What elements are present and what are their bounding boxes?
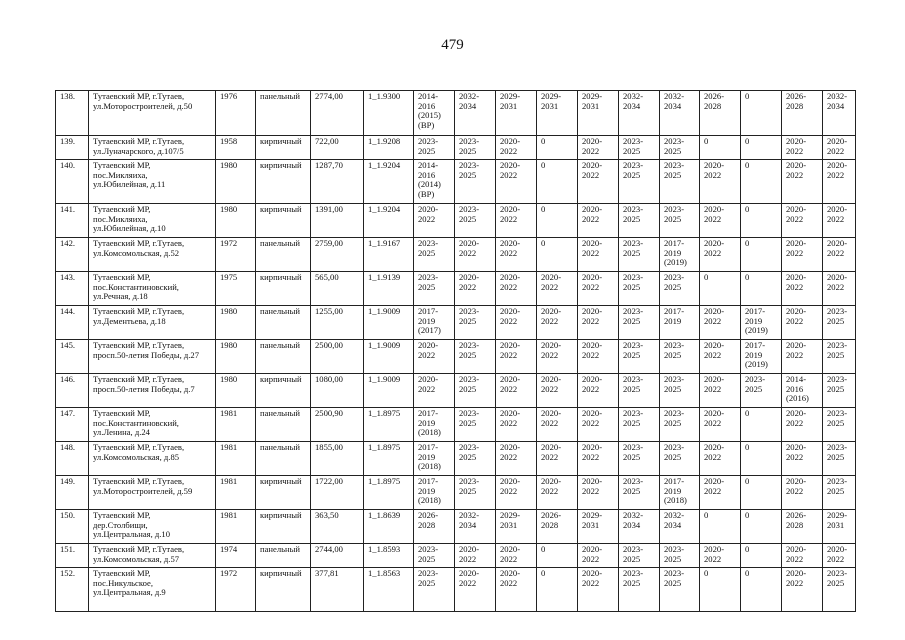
- address-cell: Тутаевский МР, г.Тутаев, ул.Комсомольская, д.57: [89, 544, 216, 568]
- index-cell: 1_1.8975: [364, 442, 414, 476]
- period-cell: 2020- 2022: [537, 272, 578, 306]
- period-cell: 2020- 2022: [578, 272, 619, 306]
- period-cell: 2020- 2022: [537, 476, 578, 510]
- period-cell: 2023- 2025: [414, 136, 455, 160]
- period-cell: 2023- 2025: [455, 204, 496, 238]
- period-cell: 2032- 2034: [455, 91, 496, 136]
- period-cell: 2020- 2022: [700, 204, 741, 238]
- period-cell: 2023- 2025: [660, 272, 700, 306]
- period-cell: 0: [741, 408, 782, 442]
- index-cell: 1_1.9204: [364, 204, 414, 238]
- page-number: 479: [441, 37, 464, 53]
- area-cell: 363,50: [311, 510, 364, 544]
- address-cell: Тутаевский МР, г.Тутаев, ул.Моторостроителей, д.59: [89, 476, 216, 510]
- period-cell: 2020- 2022: [782, 238, 823, 272]
- address-cell: Тутаевский МР, пос.Микляиха, ул.Юбилейная, д.10: [89, 204, 216, 238]
- material-cell: кирпичный: [256, 476, 311, 510]
- period-cell: 2014- 2016 (2016): [782, 374, 823, 408]
- period-cell: 2020- 2022: [578, 442, 619, 476]
- period-cell: 2032- 2034: [660, 91, 700, 136]
- period-cell: 2023- 2025: [660, 374, 700, 408]
- period-cell: 2020- 2022: [782, 204, 823, 238]
- period-cell: 2023- 2025: [660, 204, 700, 238]
- period-cell: 2020- 2022: [782, 476, 823, 510]
- table-row: [56, 160, 856, 204]
- period-cell: 2023- 2025: [619, 476, 660, 510]
- period-cell: 2023- 2025: [455, 340, 496, 374]
- period-cell: 2023- 2025: [619, 306, 660, 340]
- index-cell: 1_1.9009: [364, 374, 414, 408]
- period-cell: 0: [537, 160, 578, 204]
- period-cell: 2020- 2022: [782, 340, 823, 374]
- row-number: 140.: [56, 160, 89, 204]
- period-cell: 2020- 2022: [578, 160, 619, 204]
- period-cell: 2023- 2025: [619, 408, 660, 442]
- period-cell: 2029- 2031: [578, 510, 619, 544]
- period-cell: 2020- 2022: [455, 568, 496, 612]
- period-cell: 2026- 2028: [782, 510, 823, 544]
- period-cell: 0: [741, 510, 782, 544]
- period-cell: 2020- 2022: [700, 442, 741, 476]
- address-cell: Тутаевский МР, г.Тутаев, ул.Дементьева, д.18: [89, 306, 216, 340]
- period-cell: 2023- 2025: [823, 408, 856, 442]
- year-cell: 1975: [216, 272, 256, 306]
- period-cell: 2017- 2019 (2019): [741, 306, 782, 340]
- year-cell: 1972: [216, 238, 256, 272]
- period-cell: 2020- 2022: [700, 408, 741, 442]
- period-cell: 2020- 2022: [578, 408, 619, 442]
- period-cell: 2020- 2022: [455, 272, 496, 306]
- table-row: [56, 238, 856, 272]
- period-cell: 2023- 2025: [741, 374, 782, 408]
- period-cell: 2023- 2025: [619, 238, 660, 272]
- period-cell: 0: [741, 272, 782, 306]
- period-cell: 2020- 2022: [537, 408, 578, 442]
- material-cell: панельный: [256, 340, 311, 374]
- year-cell: 1980: [216, 340, 256, 374]
- table-row: [56, 340, 856, 374]
- period-cell: 2014- 2016 (2015) (ВР): [414, 91, 455, 136]
- period-cell: 2023- 2025: [455, 408, 496, 442]
- period-cell: 2017- 2019 (2018): [414, 442, 455, 476]
- period-cell: 2020- 2022: [578, 340, 619, 374]
- period-cell: 2020- 2022: [823, 136, 856, 160]
- table-row: [56, 442, 856, 476]
- area-cell: 722,00: [311, 136, 364, 160]
- period-cell: 0: [741, 238, 782, 272]
- area-cell: 2759,00: [311, 238, 364, 272]
- address-cell: Тутаевский МР, пос.Никульское, ул.Центральная, д.9: [89, 568, 216, 612]
- period-cell: 2023- 2025: [455, 374, 496, 408]
- material-cell: панельный: [256, 442, 311, 476]
- period-cell: 2023- 2025: [660, 544, 700, 568]
- period-cell: 2020- 2022: [578, 136, 619, 160]
- period-cell: 2029- 2031: [823, 510, 856, 544]
- table-row: [56, 204, 856, 238]
- period-cell: 2026- 2028: [700, 91, 741, 136]
- address-cell: Тутаевский МР, г.Тутаев, ул.Комсомольская, д.85: [89, 442, 216, 476]
- index-cell: 1_1.9204: [364, 160, 414, 204]
- period-cell: 2020- 2022: [496, 238, 537, 272]
- period-cell: 2023- 2025: [455, 442, 496, 476]
- period-cell: 2026- 2028: [782, 91, 823, 136]
- period-cell: 2023- 2025: [619, 340, 660, 374]
- period-cell: 2020- 2022: [782, 408, 823, 442]
- area-cell: 2500,00: [311, 340, 364, 374]
- period-cell: 2023- 2025: [823, 306, 856, 340]
- period-cell: 2032- 2034: [823, 91, 856, 136]
- address-cell: Тутаевский МР, г.Тутаев, просп.50-летия Победы, д.7: [89, 374, 216, 408]
- period-cell: 2023- 2025: [823, 442, 856, 476]
- period-cell: 2020- 2022: [496, 408, 537, 442]
- period-cell: 2023- 2025: [455, 136, 496, 160]
- row-number: 141.: [56, 204, 89, 238]
- index-cell: 1_1.8639: [364, 510, 414, 544]
- period-cell: 2020- 2022: [823, 238, 856, 272]
- period-cell: 0: [700, 272, 741, 306]
- year-cell: 1981: [216, 510, 256, 544]
- area-cell: 377,81: [311, 568, 364, 612]
- period-cell: 2020- 2022: [537, 442, 578, 476]
- period-cell: 2026- 2028: [414, 510, 455, 544]
- row-number: 150.: [56, 510, 89, 544]
- area-cell: 1722,00: [311, 476, 364, 510]
- period-cell: 2023- 2025: [823, 374, 856, 408]
- period-cell: 0: [741, 160, 782, 204]
- index-cell: 1_1.8593: [364, 544, 414, 568]
- material-cell: кирпичный: [256, 136, 311, 160]
- year-cell: 1981: [216, 408, 256, 442]
- index-cell: 1_1.9139: [364, 272, 414, 306]
- row-number: 148.: [56, 442, 89, 476]
- period-cell: 2023- 2025: [455, 306, 496, 340]
- index-cell: 1_1.8975: [364, 408, 414, 442]
- period-cell: 2023- 2025: [414, 544, 455, 568]
- area-cell: 1255,00: [311, 306, 364, 340]
- period-cell: 2020- 2022: [537, 306, 578, 340]
- period-cell: 2023- 2025: [823, 476, 856, 510]
- year-cell: 1976: [216, 91, 256, 136]
- period-cell: 2017- 2019 (2018): [414, 408, 455, 442]
- address-cell: Тутаевский МР, г.Тутаев, ул.Комсомольская, д.52: [89, 238, 216, 272]
- period-cell: 2020- 2022: [782, 306, 823, 340]
- period-cell: 2023- 2025: [455, 476, 496, 510]
- period-cell: 2020- 2022: [414, 340, 455, 374]
- period-cell: 2020- 2022: [496, 340, 537, 374]
- period-cell: 2020- 2022: [782, 136, 823, 160]
- row-number: 144.: [56, 306, 89, 340]
- period-cell: 2017- 2019 (2019): [660, 238, 700, 272]
- period-cell: 2020- 2022: [496, 544, 537, 568]
- period-cell: 2020- 2022: [578, 204, 619, 238]
- period-cell: 2023- 2025: [660, 442, 700, 476]
- period-cell: 2017- 2019 (2018): [414, 476, 455, 510]
- row-number: 152.: [56, 568, 89, 612]
- row-number: 138.: [56, 91, 89, 136]
- period-cell: 2023- 2025: [414, 568, 455, 612]
- period-cell: 2029- 2031: [496, 510, 537, 544]
- period-cell: 2020- 2022: [455, 238, 496, 272]
- material-cell: кирпичный: [256, 374, 311, 408]
- period-cell: 2023- 2025: [619, 204, 660, 238]
- period-cell: 2020- 2022: [537, 374, 578, 408]
- period-cell: 2032- 2034: [619, 510, 660, 544]
- table-row: [56, 306, 856, 340]
- period-cell: 2023- 2025: [619, 442, 660, 476]
- material-cell: панельный: [256, 306, 311, 340]
- area-cell: 565,00: [311, 272, 364, 306]
- period-cell: 2017- 2019: [660, 306, 700, 340]
- housing-table: [55, 90, 856, 612]
- period-cell: 2020- 2022: [782, 568, 823, 612]
- period-cell: 2020- 2022: [537, 340, 578, 374]
- period-cell: 0: [700, 568, 741, 612]
- index-cell: 1_1.9167: [364, 238, 414, 272]
- period-cell: 2023- 2025: [619, 544, 660, 568]
- period-cell: 2023- 2025: [619, 160, 660, 204]
- row-number: 142.: [56, 238, 89, 272]
- period-cell: 2020- 2022: [578, 476, 619, 510]
- material-cell: панельный: [256, 91, 311, 136]
- year-cell: 1958: [216, 136, 256, 160]
- index-cell: 1_1.9009: [364, 340, 414, 374]
- period-cell: 2020- 2022: [496, 160, 537, 204]
- table-row: [56, 408, 856, 442]
- period-cell: 0: [537, 568, 578, 612]
- table-row: [56, 91, 856, 136]
- table-row: [56, 374, 856, 408]
- row-number: 145.: [56, 340, 89, 374]
- period-cell: 2020- 2022: [578, 544, 619, 568]
- area-cell: 1391,00: [311, 204, 364, 238]
- period-cell: 2020- 2022: [496, 272, 537, 306]
- material-cell: кирпичный: [256, 272, 311, 306]
- period-cell: 2032- 2034: [455, 510, 496, 544]
- period-cell: 2029- 2031: [496, 91, 537, 136]
- row-number: 139.: [56, 136, 89, 160]
- period-cell: 2020- 2022: [782, 544, 823, 568]
- area-cell: 2774,00: [311, 91, 364, 136]
- period-cell: 0: [537, 544, 578, 568]
- table-body: [56, 91, 856, 612]
- period-cell: 2023- 2025: [619, 374, 660, 408]
- area-cell: 2500,90: [311, 408, 364, 442]
- period-cell: 2020- 2022: [700, 544, 741, 568]
- period-cell: 2020- 2022: [496, 374, 537, 408]
- period-cell: 0: [537, 238, 578, 272]
- period-cell: 2020- 2022: [496, 476, 537, 510]
- period-cell: 2026- 2028: [537, 510, 578, 544]
- index-cell: 1_1.9009: [364, 306, 414, 340]
- period-cell: 2020- 2022: [700, 340, 741, 374]
- period-cell: 2020- 2022: [823, 160, 856, 204]
- period-cell: 2020- 2022: [782, 160, 823, 204]
- period-cell: 2020- 2022: [578, 374, 619, 408]
- material-cell: панельный: [256, 544, 311, 568]
- period-cell: 2029- 2031: [578, 91, 619, 136]
- period-cell: 2032- 2034: [619, 91, 660, 136]
- period-cell: 2023- 2025: [619, 568, 660, 612]
- period-cell: 2023- 2025: [414, 238, 455, 272]
- year-cell: 1980: [216, 374, 256, 408]
- period-cell: 2020- 2022: [823, 272, 856, 306]
- period-cell: 2020- 2022: [496, 306, 537, 340]
- period-cell: 2020- 2022: [823, 204, 856, 238]
- table-row: [56, 476, 856, 510]
- period-cell: 2023- 2025: [823, 568, 856, 612]
- address-cell: Тутаевский МР, г.Тутаев, ул.Луначарского, д.107/5: [89, 136, 216, 160]
- row-number: 143.: [56, 272, 89, 306]
- period-cell: 2020- 2022: [700, 160, 741, 204]
- period-cell: 0: [537, 204, 578, 238]
- period-cell: 2020- 2022: [782, 272, 823, 306]
- material-cell: кирпичный: [256, 510, 311, 544]
- area-cell: 1080,00: [311, 374, 364, 408]
- index-cell: 1_1.9208: [364, 136, 414, 160]
- row-number: 146.: [56, 374, 89, 408]
- period-cell: 2023- 2025: [619, 136, 660, 160]
- period-cell: 2023- 2025: [619, 272, 660, 306]
- year-cell: 1981: [216, 442, 256, 476]
- period-cell: 2020- 2022: [782, 442, 823, 476]
- period-cell: 2023- 2025: [660, 160, 700, 204]
- period-cell: 2017- 2019 (2018): [660, 476, 700, 510]
- period-cell: 2017- 2019 (2019): [741, 340, 782, 374]
- row-number: 147.: [56, 408, 89, 442]
- material-cell: кирпичный: [256, 160, 311, 204]
- period-cell: 2020- 2022: [700, 476, 741, 510]
- period-cell: 2023- 2025: [414, 272, 455, 306]
- period-cell: 2023- 2025: [660, 568, 700, 612]
- period-cell: 2023- 2025: [660, 408, 700, 442]
- period-cell: 2020- 2022: [496, 136, 537, 160]
- row-number: 149.: [56, 476, 89, 510]
- period-cell: 2020- 2022: [414, 374, 455, 408]
- period-cell: 2020- 2022: [414, 204, 455, 238]
- period-cell: 2020- 2022: [700, 374, 741, 408]
- period-cell: 2020- 2022: [455, 544, 496, 568]
- material-cell: панельный: [256, 238, 311, 272]
- row-number: 151.: [56, 544, 89, 568]
- table-row: [56, 544, 856, 568]
- period-cell: 0: [741, 442, 782, 476]
- index-cell: 1_1.8975: [364, 476, 414, 510]
- index-cell: 1_1.9300: [364, 91, 414, 136]
- address-cell: Тутаевский МР, пос.Микляиха, ул.Юбилейная, д.11: [89, 160, 216, 204]
- period-cell: 2023- 2025: [660, 136, 700, 160]
- period-cell: 2020- 2022: [496, 442, 537, 476]
- table-row: [56, 272, 856, 306]
- period-cell: 0: [741, 136, 782, 160]
- index-cell: 1_1.8563: [364, 568, 414, 612]
- period-cell: 0: [741, 91, 782, 136]
- period-cell: 0: [741, 204, 782, 238]
- period-cell: 2032- 2034: [660, 510, 700, 544]
- table-row: [56, 568, 856, 612]
- period-cell: 2020- 2022: [700, 306, 741, 340]
- period-cell: 2020- 2022: [496, 568, 537, 612]
- material-cell: кирпичный: [256, 568, 311, 612]
- area-cell: 1287,70: [311, 160, 364, 204]
- period-cell: 2014- 2016 (2014) (ВР): [414, 160, 455, 204]
- period-cell: 0: [741, 568, 782, 612]
- address-cell: Тутаевский МР, пос.Константиновский, ул.Ленина, д.24: [89, 408, 216, 442]
- period-cell: 2020- 2022: [578, 238, 619, 272]
- period-cell: 2020- 2022: [700, 238, 741, 272]
- year-cell: 1980: [216, 160, 256, 204]
- period-cell: 2020- 2022: [578, 568, 619, 612]
- address-cell: Тутаевский МР, г.Тутаев, просп.50-летия Победы, д.27: [89, 340, 216, 374]
- period-cell: 0: [537, 136, 578, 160]
- year-cell: 1974: [216, 544, 256, 568]
- period-cell: 2023- 2025: [660, 340, 700, 374]
- period-cell: 2023- 2025: [823, 340, 856, 374]
- area-cell: 1855,00: [311, 442, 364, 476]
- period-cell: 2023- 2025: [455, 160, 496, 204]
- period-cell: 2020- 2022: [496, 204, 537, 238]
- period-cell: 0: [700, 136, 741, 160]
- address-cell: Тутаевский МР, г.Тутаев, ул.Моторостроителей, д.50: [89, 91, 216, 136]
- table-row: [56, 510, 856, 544]
- period-cell: 2020- 2022: [578, 306, 619, 340]
- period-cell: 2029- 2031: [537, 91, 578, 136]
- period-cell: 2020- 2022: [823, 544, 856, 568]
- year-cell: 1981: [216, 476, 256, 510]
- period-cell: 0: [700, 510, 741, 544]
- period-cell: 0: [741, 476, 782, 510]
- year-cell: 1980: [216, 306, 256, 340]
- material-cell: панельный: [256, 408, 311, 442]
- address-cell: Тутаевский МР, дер.Столбищи, ул.Центральная, д.10: [89, 510, 216, 544]
- material-cell: кирпичный: [256, 204, 311, 238]
- table-row: [56, 136, 856, 160]
- period-cell: 2017- 2019 (2017): [414, 306, 455, 340]
- address-cell: Тутаевский МР, пос.Константиновский, ул.Речная, д.18: [89, 272, 216, 306]
- year-cell: 1972: [216, 568, 256, 612]
- year-cell: 1980: [216, 204, 256, 238]
- area-cell: 2744,00: [311, 544, 364, 568]
- period-cell: 0: [741, 544, 782, 568]
